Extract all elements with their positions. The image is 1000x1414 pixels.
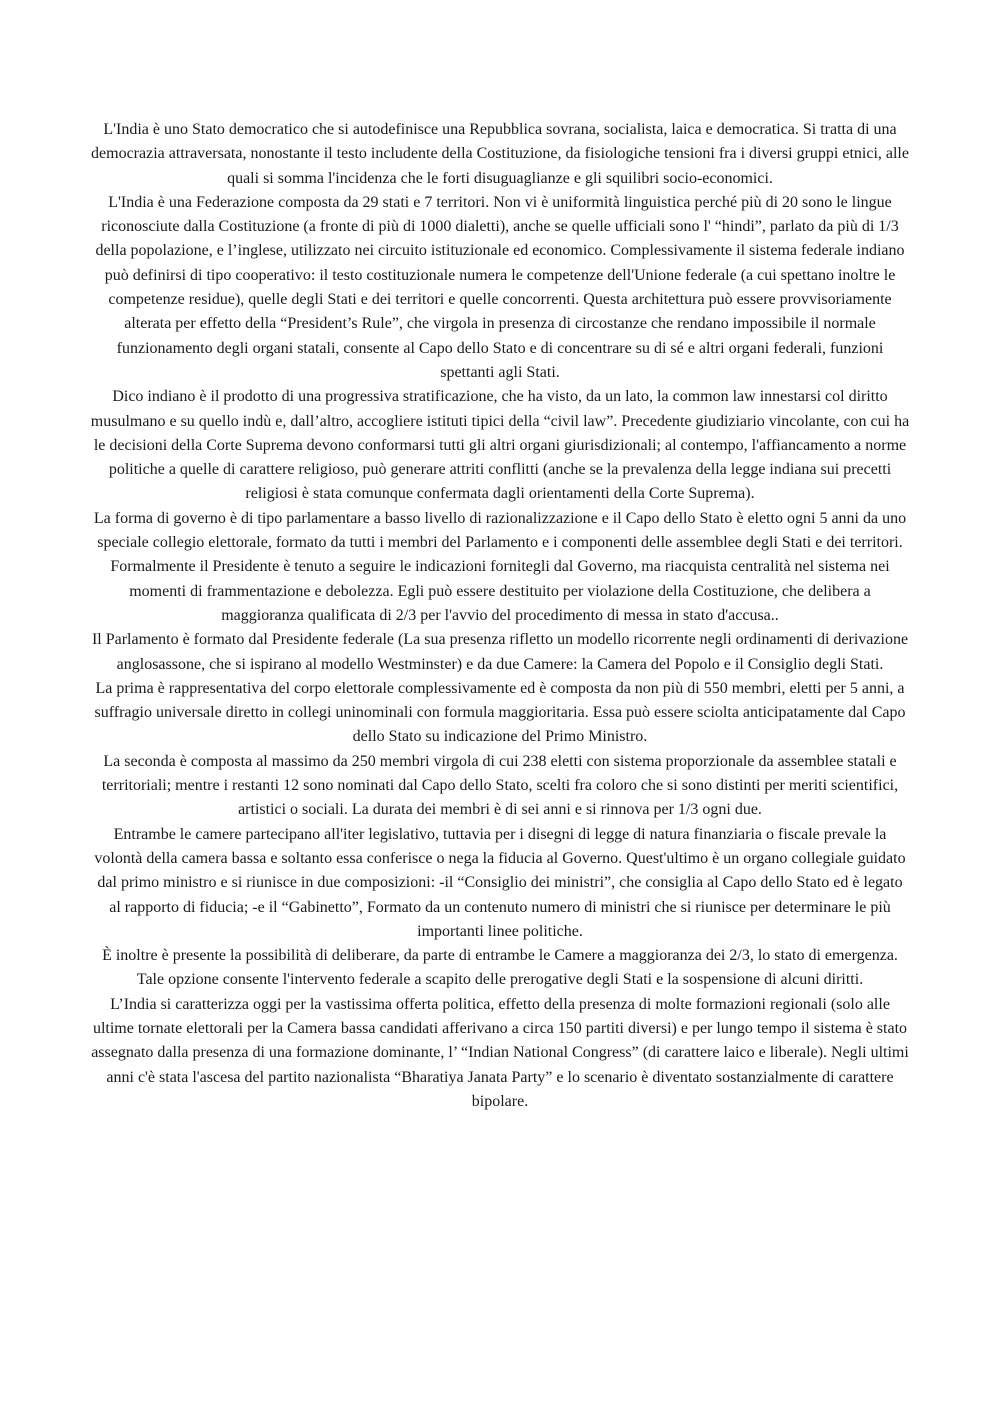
paragraph-lower-house: La prima è rappresentativa del corpo elettorale complessivamente ed è composta da non più di 550 membri, eletti per 5 anni, a suffragio universale diretto in collegi uninominali con formula maggioritaria. Essa può essere sciolta anticipatamente dal Capo dello Stato su indicazione del Primo Ministro. <box>94 679 906 746</box>
paragraph-federation: L'India è una Federazione composta da 29 stati e 7 territori. Non vi è uniformità linguistica perché più di 20 sono le lingue riconosciute dalla Costituzione (a fronte di più di 1000 dialetti), anche se quelle ufficiali sono l' “hindi”, parlato da più di 1/3 della popolazione, e l’inglese, utilizzato nei circuito istituzionale ed economico. Complessivamente il sistema federale indiano può definirsi di tipo cooperativo: il testo costituzionale numera le competenze dell'Unione federale (a cui spettano inoltre le competenze residue), quelle degli Stati e dei territori e quelle concorrenti. Questa architettura può essere provvisoriamente alterata per effetto della “President’s Rule”, che virgola in presenza di circostanze che rendano impossibile il normale funzionamento degli organi statali, consente al Capo dello Stato e di concentrare su di sé e altri organi federali, funzioni spettanti agli Stati. <box>95 193 905 381</box>
paragraph-intro: L'India è uno Stato democratico che si autodefinisce una Repubblica sovrana, socialista, laica e democratica. Si tratta di una democrazia attraversata, nonostante il testo includente della Costituzione, da fisiologiche tensioni fra i diversi gruppi etnici, alle quali si somma l'incidenza che le forti disuguaglianze e gli squilibri socio-economici. <box>91 121 909 187</box>
paragraph-parliament: Il Parlamento è formato dal Presidente federale (La sua presenza rifletto un modello ricorrente negli ordinamenti di derivazione anglosassone, che si ispirano al modello Westminster) e da due Camere: la Camera del Popolo e il Consiglio degli Stati. <box>91 631 909 673</box>
paragraph-legislative-process: Entrambe le camere partecipano all'iter legislativo, tuttavia per i disegni di legge di natura finanziaria o fiscale prevale la volontà della camera bassa e soltanto essa conferisce o nega la fiducia al Governo. Quest'ultimo è un organo collegiale guidato dal primo ministro e si riunisce in due composizioni: -il “Consiglio dei ministri”, che consiglia al Capo dello Stato ed è legato al rapporto di fiducia; -e il “Gabinetto”, Formato da un contenuto numero di ministri che si riunisce per determinare le più importanti linee politiche. <box>94 825 906 940</box>
paragraph-legal-system: Dico indiano è il prodotto di una progressiva stratificazione, che ha visto, da un lato, la common law innestarsi col diritto musulmano e su quello indù e, dall’altro, accogliere istituti tipici della “civil law”. Precedente giudiziario vincolante, con cui ha le decisioni della Corte Suprema devono conformarsi tutti gli altri organi giurisdizionali; al contempo, l'affiancamento a norme politiche a quelle di carattere religioso, può generare attriti conflitti (anche se la prevalenza della legge indiana sui precetti religiosi è stata comunque confermata dagli orientamenti della Corte Suprema). <box>90 388 910 503</box>
paragraph-state-of-emergency: È inoltre è presente la possibilità di deliberare, da parte di entrambe le Camere a maggioranza dei 2/3, lo stato di emergenza. Tale opzione consente l'intervento federale a scapito delle prerogative degli Stati e la sospensione di alcuni diritti. <box>102 947 898 989</box>
paragraph-upper-house: La seconda è composta al massimo da 250 membri virgola di cui 238 eletti con sistema proporzionale da assemblee statali e territoriali; mentre i restanti 12 sono nominati dal Capo dello Stato, scelti fra coloro che si sono distinti per meriti scientifici, artistici o sociali. La durata dei membri è di sei anni e si rinnova per 1/3 ogni due. <box>101 752 899 819</box>
document-page <box>90 118 910 1114</box>
paragraph-political-parties: L’India si caratterizza oggi per la vastissima offerta politica, effetto della presenza di molte formazioni regionali (solo alle ultime tornate elettorali per la Camera bassa candidati afferivano a circa 150 partiti diversi) e per lungo tempo il sistema è stato assegnato dalla presenza di una formazione dominante, l’ “Indian National Congress” (di carattere laico e liberale). Negli ultimi anni c'è stata l'ascesa del partito nazionalista “Bharatiya Janata Party” e lo scenario è diventato sostanzialmente di carattere bipolare. <box>91 995 909 1110</box>
paragraph-form-of-government: La forma di governo è di tipo parlamentare a basso livello di razionalizzazione e il Capo dello Stato è eletto ogni 5 anni da uno speciale collegio elettorale, formato da tutti i membri del Parlamento e i componenti delle assemblee degli Stati e dei territori. Formalmente il Presidente è tenuto a seguire le indicazioni fornitegli dal Governo, ma riacquista centralità nel sistema nei momenti di frammentazione e debolezza. Egli può essere destituito per violazione della Costituzione, che delibera a maggioranza qualificata di 2/3 per l'avvio del procedimento di messa in stato d'accusa.. <box>93 509 907 624</box>
